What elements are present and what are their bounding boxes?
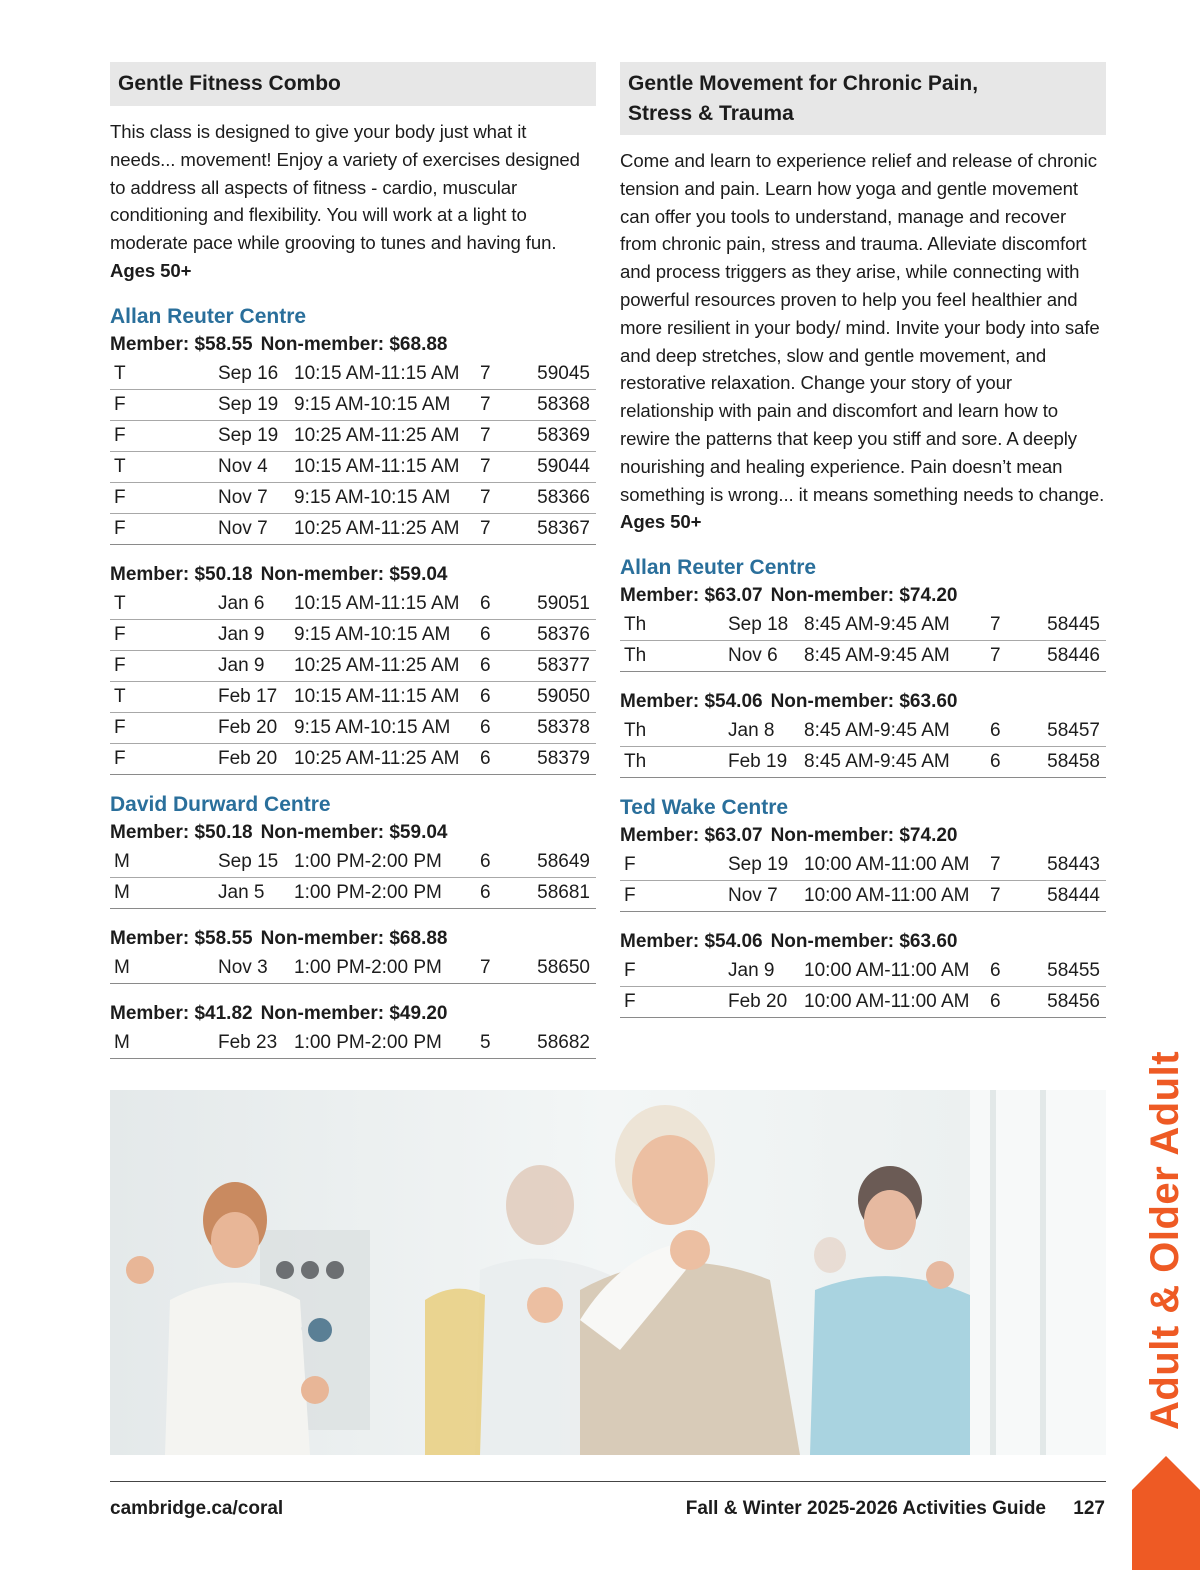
weeks-cell: 7 xyxy=(476,513,522,544)
weeks-cell: 7 xyxy=(476,482,522,513)
schedule-row xyxy=(110,743,596,774)
schedule-row xyxy=(110,877,596,908)
location-heading: Allan Reuter Centre xyxy=(620,556,817,580)
time-cell: 10:00 AM-11:00 AM xyxy=(800,881,986,912)
time-cell: 8:45 AM-9:45 AM xyxy=(800,747,986,778)
left-column xyxy=(110,62,596,1075)
course-code-cell: 58443 xyxy=(1032,850,1106,881)
day-cell: Th xyxy=(620,641,724,672)
weeks-cell: 7 xyxy=(986,850,1032,881)
class-description: Come and learn to experience relief and release of chronic tension and pain. Learn how yoga and gentle movement can offer you tools to understand, manage and recover from chronic pain, stress and trauma. Alleviate discomfort and process triggers as they arise, while connecting with powerful resources proven to help you feel healthier and more resilient in your body/ mind. Invite your body into safe and deep stretches, slow and gentle movement, and restorative relaxation. Change your story of your relationship with pain and discomfort and learn how to rewire the patterns that keep you stiff and sore. A deeply nourishing and healing experience. Pain doesn’t mean something is wrong... it means something needs to change. Ages 50+ xyxy=(620,150,1105,533)
day-cell: T xyxy=(110,681,214,712)
price-line: Member: $50.18 Non-member: $59.04 xyxy=(110,563,448,585)
schedule-row xyxy=(620,881,1106,912)
time-cell: 8:45 AM-9:45 AM xyxy=(800,610,986,641)
date-cell: Feb 20 xyxy=(724,987,800,1018)
time-cell: 9:15 AM-10:15 AM xyxy=(290,389,476,420)
weeks-cell: 5 xyxy=(476,1028,522,1059)
weeks-cell: 6 xyxy=(476,877,522,908)
date-cell: Feb 19 xyxy=(724,747,800,778)
schedule-row xyxy=(110,420,596,451)
day-cell: F xyxy=(620,987,724,1018)
time-cell: 10:15 AM-11:15 AM xyxy=(290,589,476,620)
date-cell: Feb 17 xyxy=(214,681,290,712)
weeks-cell: 6 xyxy=(476,650,522,681)
price-line: Member: $58.55 Non-member: $68.88 xyxy=(110,333,448,355)
date-cell: Nov 4 xyxy=(214,451,290,482)
schedule-row xyxy=(110,712,596,743)
price-line: Member: $58.55 Non-member: $68.88 xyxy=(110,927,448,949)
time-cell: 1:00 PM-2:00 PM xyxy=(290,1028,476,1059)
footer-divider xyxy=(110,1481,1106,1482)
schedule-table xyxy=(620,850,1106,912)
time-cell: 8:45 AM-9:45 AM xyxy=(800,716,986,747)
time-cell: 10:00 AM-11:00 AM xyxy=(800,956,986,987)
ages-label: Ages 50+ xyxy=(620,511,702,533)
course-code-cell: 58681 xyxy=(522,877,596,908)
schedule-table xyxy=(110,953,596,984)
course-code-cell: 58650 xyxy=(522,953,596,984)
price-line: Member: $54.06 Non-member: $63.60 xyxy=(620,931,958,953)
date-cell: Feb 23 xyxy=(214,1028,290,1059)
fitness-class-photo xyxy=(110,1090,1106,1455)
time-cell: 10:25 AM-11:25 AM xyxy=(290,420,476,451)
schedule-table xyxy=(620,956,1106,1018)
weeks-cell: 7 xyxy=(476,389,522,420)
date-cell: Jan 9 xyxy=(214,619,290,650)
time-cell: 10:25 AM-11:25 AM xyxy=(290,743,476,774)
weeks-cell: 6 xyxy=(986,716,1032,747)
time-cell: 9:15 AM-10:15 AM xyxy=(290,712,476,743)
day-cell: F xyxy=(110,650,214,681)
day-cell: F xyxy=(110,389,214,420)
course-code-cell: 58446 xyxy=(1032,641,1106,672)
schedule-row xyxy=(620,956,1106,987)
schedule-row xyxy=(110,650,596,681)
time-cell: 10:00 AM-11:00 AM xyxy=(800,987,986,1018)
course-code-cell: 58455 xyxy=(1032,956,1106,987)
day-cell: M xyxy=(110,1028,214,1059)
date-cell: Feb 20 xyxy=(214,712,290,743)
course-code-cell: 59050 xyxy=(522,681,596,712)
course-code-cell: 58444 xyxy=(1032,881,1106,912)
weeks-cell: 6 xyxy=(986,956,1032,987)
schedule-row xyxy=(110,389,596,420)
date-cell: Jan 5 xyxy=(214,877,290,908)
weeks-cell: 6 xyxy=(986,747,1032,778)
weeks-cell: 6 xyxy=(476,743,522,774)
time-cell: 8:45 AM-9:45 AM xyxy=(800,641,986,672)
course-code-cell: 58649 xyxy=(522,847,596,878)
course-code-cell: 58377 xyxy=(522,650,596,681)
price-line: Member: $41.82 Non-member: $49.20 xyxy=(110,1002,448,1024)
weeks-cell: 7 xyxy=(476,359,522,390)
footer-url[interactable]: cambridge.ca/coral xyxy=(110,1498,284,1519)
section-title: Gentle Fitness Combo xyxy=(110,62,596,106)
date-cell: Nov 7 xyxy=(214,482,290,513)
time-cell: 10:25 AM-11:25 AM xyxy=(290,513,476,544)
time-cell: 10:25 AM-11:25 AM xyxy=(290,650,476,681)
schedule-table xyxy=(110,1028,596,1059)
schedule-row xyxy=(110,513,596,544)
course-code-cell: 58378 xyxy=(522,712,596,743)
schedule-table xyxy=(110,847,596,909)
date-cell: Jan 9 xyxy=(724,956,800,987)
day-cell: M xyxy=(110,877,214,908)
schedule-table xyxy=(110,359,596,545)
time-cell: 10:15 AM-11:15 AM xyxy=(290,451,476,482)
right-column xyxy=(620,62,1106,1034)
time-cell: 10:00 AM-11:00 AM xyxy=(800,850,986,881)
price-line: Member: $63.07 Non-member: $74.20 xyxy=(620,825,958,847)
schedule-row xyxy=(110,451,596,482)
date-cell: Nov 7 xyxy=(214,513,290,544)
footer-guide-title: Fall & Winter 2025-2026 Activities Guide xyxy=(685,1498,1046,1519)
schedule-table xyxy=(620,716,1106,778)
date-cell: Sep 15 xyxy=(214,847,290,878)
date-cell: Jan 9 xyxy=(214,650,290,681)
course-code-cell: 58369 xyxy=(522,420,596,451)
schedule-row xyxy=(110,953,596,984)
price-line: Member: $63.07 Non-member: $74.20 xyxy=(620,585,958,607)
date-cell: Nov 6 xyxy=(724,641,800,672)
location-heading: David Durward Centre xyxy=(110,792,331,816)
course-code-cell: 58376 xyxy=(522,619,596,650)
course-code-cell: 58367 xyxy=(522,513,596,544)
day-cell: F xyxy=(110,743,214,774)
course-code-cell: 58458 xyxy=(1032,747,1106,778)
weeks-cell: 7 xyxy=(986,881,1032,912)
schedule-table xyxy=(110,589,596,775)
day-cell: M xyxy=(110,953,214,984)
course-code-cell: 59044 xyxy=(522,451,596,482)
location-heading: Ted Wake Centre xyxy=(620,796,789,820)
schedule-row xyxy=(620,747,1106,778)
course-code-cell: 58457 xyxy=(1032,716,1106,747)
schedule-row xyxy=(110,619,596,650)
day-cell: F xyxy=(110,619,214,650)
course-code-cell: 59045 xyxy=(522,359,596,390)
day-cell: M xyxy=(110,847,214,878)
date-cell: Sep 18 xyxy=(724,610,800,641)
day-cell: F xyxy=(620,881,724,912)
day-cell: F xyxy=(620,956,724,987)
time-cell: 1:00 PM-2:00 PM xyxy=(290,847,476,878)
date-cell: Sep 19 xyxy=(214,420,290,451)
schedule-table xyxy=(620,610,1106,672)
time-cell: 1:00 PM-2:00 PM xyxy=(290,953,476,984)
day-cell: Th xyxy=(620,716,724,747)
schedule-row xyxy=(620,850,1106,881)
price-line: Member: $54.06 Non-member: $63.60 xyxy=(620,691,958,713)
weeks-cell: 7 xyxy=(986,610,1032,641)
date-cell: Jan 8 xyxy=(724,716,800,747)
schedule-row xyxy=(620,716,1106,747)
course-code-cell: 58445 xyxy=(1032,610,1106,641)
day-cell: Th xyxy=(620,747,724,778)
day-cell: Th xyxy=(620,610,724,641)
schedule-row xyxy=(110,359,596,390)
price-line: Member: $50.18 Non-member: $59.04 xyxy=(110,821,448,843)
schedule-row xyxy=(620,610,1106,641)
day-cell: T xyxy=(110,589,214,620)
date-cell: Sep 16 xyxy=(214,359,290,390)
weeks-cell: 6 xyxy=(476,712,522,743)
section-side-tab xyxy=(1132,1030,1200,1450)
weeks-cell: 7 xyxy=(476,451,522,482)
day-cell: T xyxy=(110,451,214,482)
time-cell: 1:00 PM-2:00 PM xyxy=(290,877,476,908)
time-cell: 9:15 AM-10:15 AM xyxy=(290,619,476,650)
day-cell: F xyxy=(620,850,724,881)
schedule-row xyxy=(620,641,1106,672)
weeks-cell: 6 xyxy=(476,589,522,620)
weeks-cell: 6 xyxy=(476,619,522,650)
date-cell: Sep 19 xyxy=(214,389,290,420)
course-code-cell: 58379 xyxy=(522,743,596,774)
schedule-row xyxy=(110,847,596,878)
day-cell: F xyxy=(110,420,214,451)
time-cell: 9:15 AM-10:15 AM xyxy=(290,482,476,513)
date-cell: Jan 6 xyxy=(214,589,290,620)
date-cell: Sep 19 xyxy=(724,850,800,881)
schedule-row xyxy=(110,681,596,712)
schedule-row xyxy=(110,1028,596,1059)
day-cell: T xyxy=(110,359,214,390)
schedule-row xyxy=(110,482,596,513)
side-tab-label: Adult & Older Adult xyxy=(1143,1050,1188,1430)
course-code-cell: 59051 xyxy=(522,589,596,620)
course-code-cell: 58366 xyxy=(522,482,596,513)
date-cell: Nov 3 xyxy=(214,953,290,984)
weeks-cell: 6 xyxy=(986,987,1032,1018)
course-code-cell: 58456 xyxy=(1032,987,1106,1018)
schedule-row xyxy=(110,589,596,620)
weeks-cell: 7 xyxy=(476,953,522,984)
class-description: This class is designed to give your body just what it needs... movement! Enjoy a variety of exercises designed to address all aspects of fitness - cardio, muscular conditioning and flexibility. You will work at a light to moderate pace while grooving to tunes and having fun. Ages 50+ xyxy=(110,121,580,281)
section-marker-icon xyxy=(1132,1456,1200,1570)
time-cell: 10:15 AM-11:15 AM xyxy=(290,359,476,390)
course-code-cell: 58368 xyxy=(522,389,596,420)
time-cell: 10:15 AM-11:15 AM xyxy=(290,681,476,712)
schedule-row xyxy=(620,987,1106,1018)
section-title: Gentle Movement for Chronic Pain, Stress & Trauma xyxy=(620,62,1106,135)
ages-label: Ages 50+ xyxy=(110,259,192,281)
location-heading: Allan Reuter Centre xyxy=(110,304,307,328)
weeks-cell: 6 xyxy=(476,681,522,712)
date-cell: Feb 20 xyxy=(214,743,290,774)
weeks-cell: 7 xyxy=(476,420,522,451)
day-cell: F xyxy=(110,482,214,513)
weeks-cell: 7 xyxy=(986,641,1032,672)
weeks-cell: 6 xyxy=(476,847,522,878)
course-code-cell: 58682 xyxy=(522,1028,596,1059)
page-number: 127 xyxy=(1073,1498,1105,1519)
day-cell: F xyxy=(110,712,214,743)
day-cell: F xyxy=(110,513,214,544)
date-cell: Nov 7 xyxy=(724,881,800,912)
